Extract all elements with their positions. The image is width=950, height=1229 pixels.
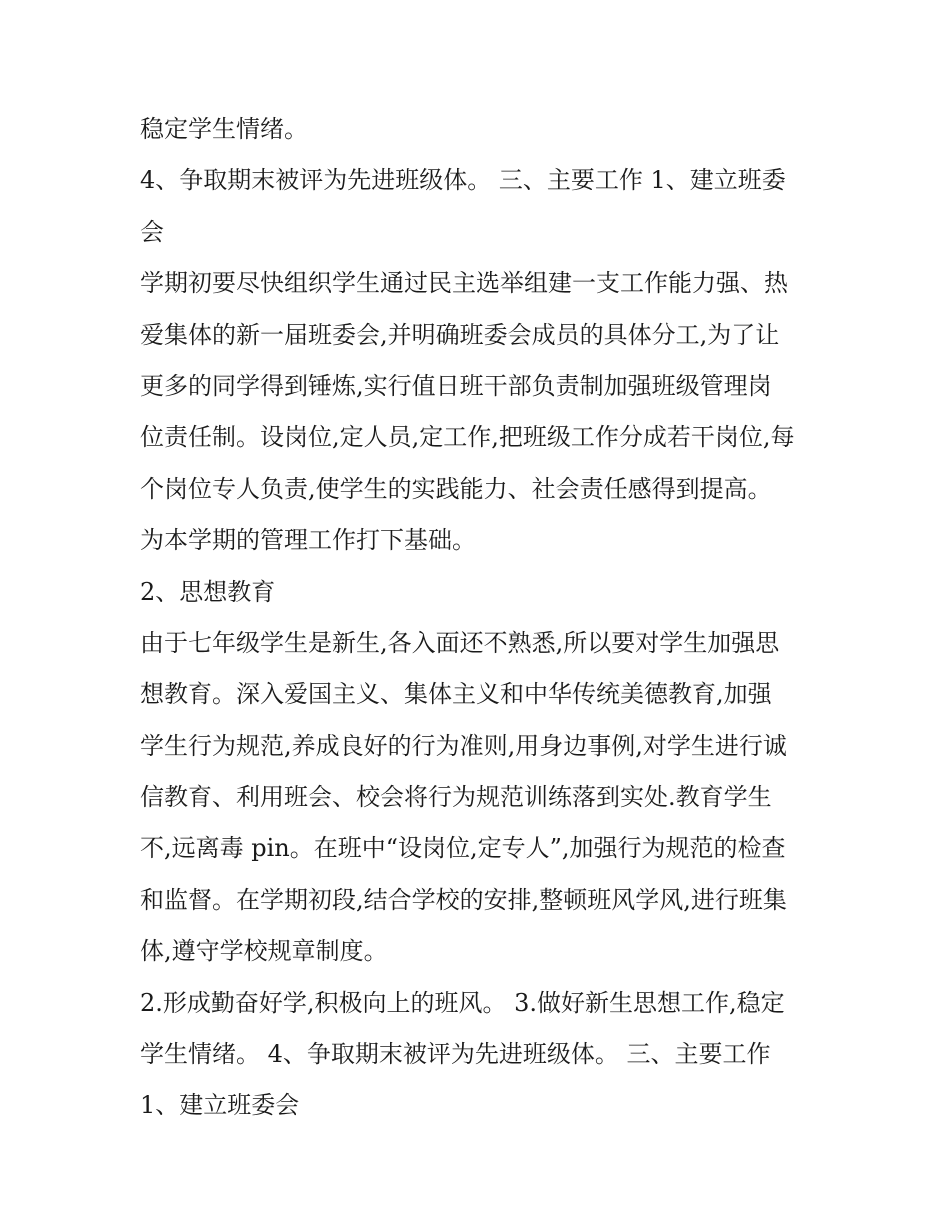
text-line: 4、争取期末被评为先进班级体。 三、主要工作 1、建立班委 [140, 166, 786, 195]
text-line: 2.形成勤奋好学,积极向上的班风。 3.做好新生思想工作,稳定 [140, 988, 785, 1017]
text-line: 和监督。在学期初段,结合学校的安排,整顿班风学风,进行班集 [140, 885, 787, 914]
text-line: 体,遵守学校规章制度。 [140, 937, 388, 966]
text-line: 位责任制。设岗位,定人员,定工作,把班级工作分成若干岗位,每 [140, 423, 795, 452]
text-line: 由于七年级学生是新生,各入面还不熟悉,所以要对学生加强思 [140, 628, 780, 657]
text-line: 会 [140, 217, 164, 246]
section-heading: 2、思想教育 [140, 577, 276, 606]
text-line: 更多的同学得到锤炼,实行值日班干部负责制加强班级管理岗 [140, 371, 772, 400]
text-line: 信教育、利用班会、校会将行为规范训练落到实处.教育学生 [140, 783, 772, 812]
text-line: 想教育。深入爱国主义、集体主义和中华传统美德教育,加强 [140, 680, 772, 709]
text-line: 学生情绪。 4、争取期末被评为先进班级体。 三、主要工作 [140, 1040, 771, 1069]
text-line: 为本学期的管理工作打下基础。 [140, 526, 476, 555]
text-line: 不,远离毒 pin。在班中“设岗位,定专人”,加强行为规范的检查 [140, 834, 786, 863]
text-line: 爱集体的新一届班委会,并明确班委会成员的具体分工,为了让 [140, 320, 780, 349]
section-heading: 1、建立班委会 [140, 1091, 300, 1120]
text-line: 学期初要尽快组织学生通过民主选举组建一支工作能力强、热 [140, 269, 788, 298]
text-line: 稳定学生情绪。 [140, 115, 308, 143]
text-line: 个岗位专人负责,使学生的实践能力、社会责任感得到提高。 [140, 474, 772, 503]
document-body [140, 104, 820, 1132]
text-line: 学生行为规范,养成良好的行为准则,用身边事例,对学生进行诚 [140, 731, 787, 760]
